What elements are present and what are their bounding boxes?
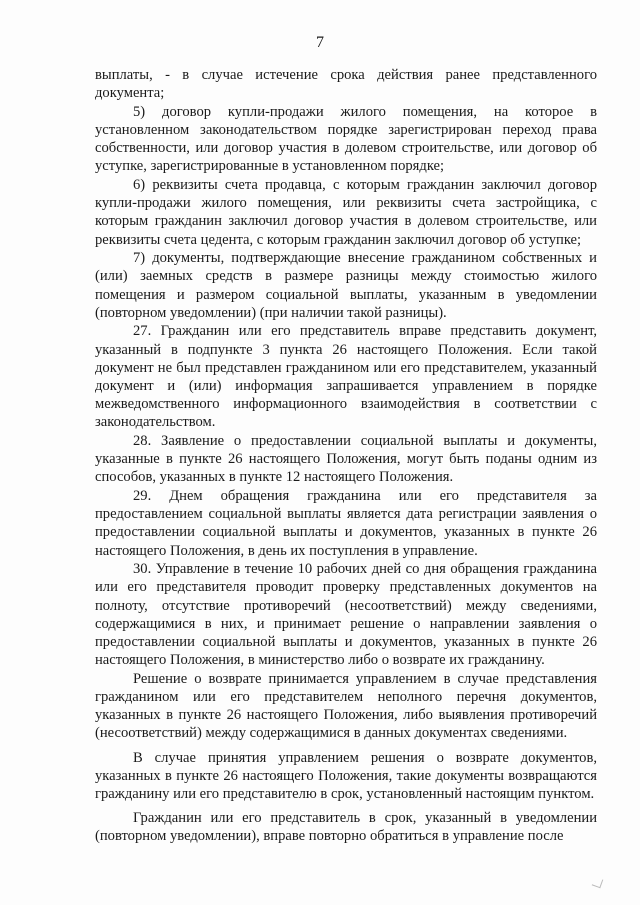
paragraph-item-5: 5) договор купли-продажи жилого помещения, на которое в установленном законодательством порядке зарегистрирован переход права собственности, или договор участия в долевом строительстве, или договор об уступке, зарегистрированные в установленном порядке; bbox=[95, 103, 597, 175]
paragraph-clause-28: 28. Заявление о предоставлении социальной выплаты и документы, указанные в пункте 26 настоящего Положения, могут быть поданы одним из способов, указанных в пункте 12 настоящего Положения. bbox=[95, 433, 597, 486]
paragraph-clause-29: 29. Днем обращения гражданина или его представителя за предоставлением социальной выплаты является дата регистрации заявления о предоставлении социальной выплаты и документов, указанных в пункте 26 настоящего Положения, в день их поступления в управление. bbox=[95, 488, 597, 559]
paragraph-reapply: Гражданин или его представитель в срок, указанный в уведомлении (повторном уведомлении), вправе повторно обратиться в управление после bbox=[95, 810, 597, 845]
paragraph-return-documents: В случае принятия управлением решения о возврате документов, указанных в пункте 26 настоящего Положения, такие документы возвращаются гражданину или его представителю в срок, установленный настоящим пунктом. bbox=[95, 749, 597, 803]
paragraph-item-6: 6) реквизиты счета продавца, с которым гражданин заключил договор купли-продажи жилого помещения, или реквизиты счета застройщика, с которым гражданин заключил договор участия в долевом строительстве, или реквизиты счета цедента, с которым гражданин заключил договор об уступке; bbox=[95, 177, 597, 248]
paragraph-clause-27: 27. Гражданин или его представитель вправе представить документ, указанный в подпункте 3 пункта 26 настоящего Положения. Если такой документ не был представлен гражданином или его представителем, указанный документ и (или) информация запрашивается управлением в порядке межведомственного информационного взаимодействия в соответствии с законодательством. bbox=[95, 323, 597, 431]
paragraph-item-7: 7) документы, подтверждающие внесение гражданином собственных и (или) заемных средств в размере разницы между стоимостью жилого помещения и размером социальной выплаты, указанным в уведомлении (повторном уведомлении) (при наличии такой разницы). bbox=[95, 250, 597, 321]
paragraph-clause-30: 30. Управление в течение 10 рабочих дней со дня обращения гражданина или его представителя проводит проверку представленных документов на полноту, отсутствие противоречий (несоответствий) между сведениями, содержащимися в них, и принимает решение о направлении заявления о предоставлении социальной выплаты и документов, указанных в пункте 26 настоящего Положения, в министерство либо о возврате их гражданину. bbox=[95, 561, 597, 669]
document-body bbox=[95, 66, 597, 846]
paragraph-return-decision: Решение о возврате принимается управлением в случае представления гражданином или его представителем неполного перечня документов, указанных в пункте 26 настоящего Положения, либо выявления противоречий (несоответствий) между содержащимися в данных документах сведениями. bbox=[95, 670, 597, 742]
page-number: 7 bbox=[316, 34, 324, 51]
paragraph-continuation: выплаты, - в случае истечение срока действия ранее представленного документа; bbox=[95, 67, 597, 102]
scan-mark bbox=[592, 877, 604, 889]
